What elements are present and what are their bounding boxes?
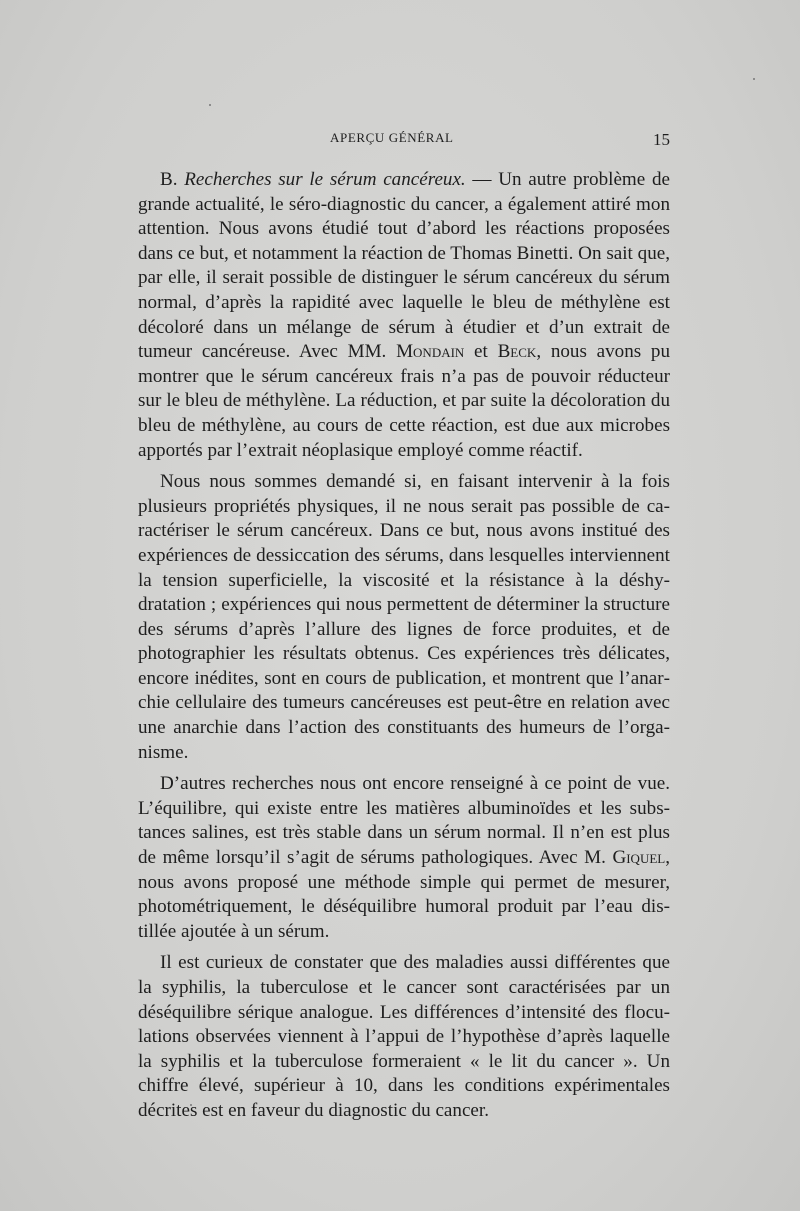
running-title: APERÇU GÉNÉRAL bbox=[330, 130, 454, 145]
paragraph bbox=[138, 168, 670, 463]
text-segment: et bbox=[464, 341, 498, 363]
text-segment: Recherches sur le sérum cancéreux. bbox=[184, 169, 466, 190]
page-header bbox=[138, 130, 670, 152]
text-segment: Il est curieux de constater que des maladies aussi différentes que la syphilis, la tuberculose et le cancer sont caractérisées par un déséquilibre sérique analogue. Les différences d’intensité des floculations observées viennent à l’appui de l’hypothèse d’après laquelle la syphilis et la tuberculose formeraient « le lit du cancer ». Un chiffre élevé, supérieur à 10, dans les conditions expérimentales décrites est en faveur du diagnostic du cancer. bbox=[138, 952, 670, 1121]
text-segment: — Un autre problème de grande actualité, le séro-diagnostic du cancer, a également attiré mon attention. Nous avons étudié tout d’abord les réactions proposées dans ce but, et notamment la réaction de Thomas Binetti. On sait que, par elle, il serait possible de distinguer le sérum cancéreux du sérum normal, d’après la rapidité avec laquelle le bleu de méthylène est décoloré dans un mélange de sérum à étudier et d’un extrait de tumeur cancéreuse. Avec MM. bbox=[138, 169, 670, 363]
text-segment: Nous nous sommes demandé si, en faisant intervenir à la fois plusieurs propriétés physiques, il ne nous serait pas possible de caractériser le sérum cancéreux. Dans ce but, nous avons institué des expériences de dessiccation des sérums, dans lesquelles interviennent la tension superficielle, la viscosité et la résistance à la déshydratation ; expériences qui nous permettent de déterminer la structure des sérums d’après l’allure des lignes de force produites, et de photographier les résultats obtenus. Ces expériences très délicates, encore inédites, sont en cours de publication, et montrent que l’anarchie cellulaire des tumeurs cancéreuses est peut-être en relation avec une anarchie dans l’action des constituants des humeurs de l’organisme. bbox=[138, 471, 670, 763]
text-segment: Giquel bbox=[612, 847, 666, 869]
body-text bbox=[138, 168, 670, 1131]
paper-speck bbox=[753, 78, 755, 80]
text-segment: D’autres recherches nous ont encore renseigné à ce point de vue. L’équilibre, qui existe entre les matières albuminoïdes et les substances salines, est très stable dans un sérum normal. Il n’en est plus de même lorsqu’il s’agit de sérums pathologiques. Avec M. bbox=[138, 773, 670, 869]
text-segment: , nous avons pu montrer que le sérum cancéreux frais n’a pas de pouvoir réducteur sur le bleu de méthylène. La réduction, et par suite la décoloration du bleu de méthylène, au cours de cette réaction, est due aux microbes apportés par l’extrait néoplasique employé comme réactif. bbox=[138, 341, 670, 461]
paragraph bbox=[138, 470, 670, 765]
text-segment: Mondain bbox=[396, 341, 465, 363]
text-segment: B. bbox=[160, 169, 185, 190]
page-number: 15 bbox=[653, 130, 670, 149]
text-segment: , nous avons proposé une méthode simple qui permet de mesurer, photométriquement, le déséquilibre humoral produit par l’eau distillée ajoutée à un sérum. bbox=[138, 847, 670, 942]
paragraph bbox=[138, 772, 670, 944]
text-segment: Beck bbox=[497, 341, 537, 363]
paragraph bbox=[138, 951, 670, 1123]
paper-speck bbox=[209, 104, 211, 106]
